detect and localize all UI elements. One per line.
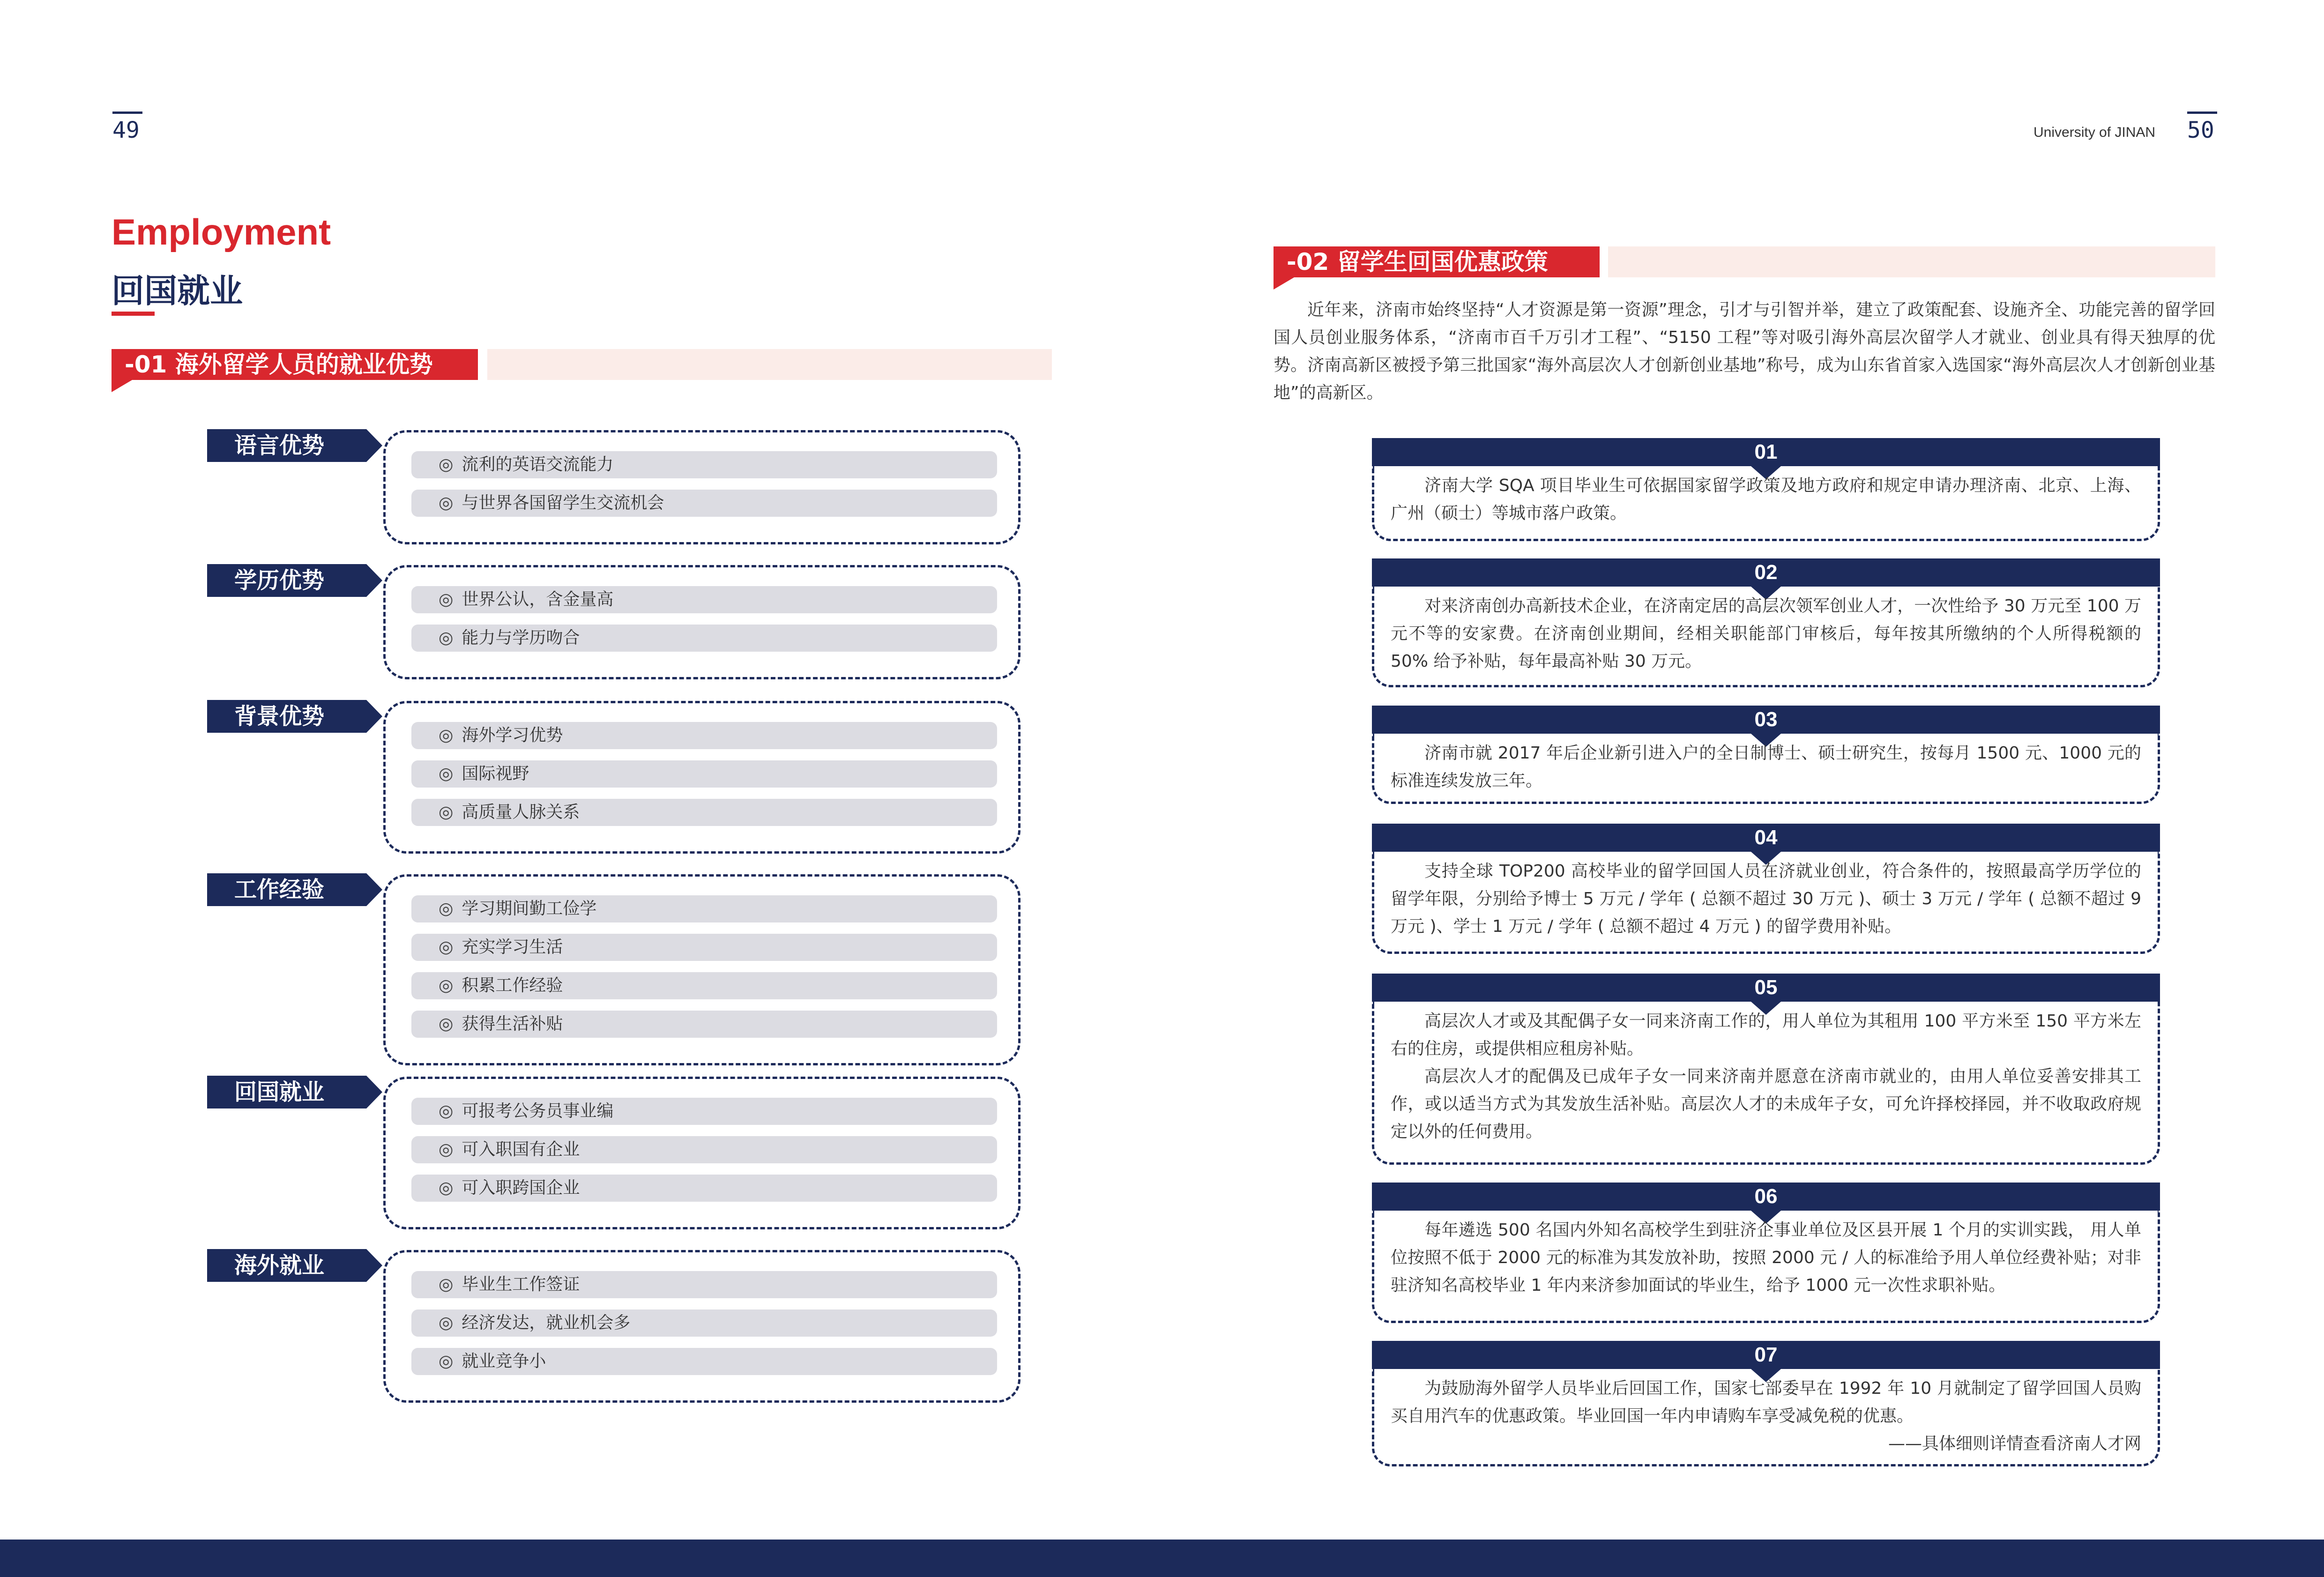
title-underline [112, 312, 155, 316]
policy-paragraph: 济南大学 SQA 项目毕业生可依据国家留学政策及地方政府和规定申请办理济南、北京、上海、广州（硕士）等城市落户政策。 [1391, 476, 2141, 523]
page-number-right-rule [2187, 112, 2217, 114]
bullet-icon: ◎ [439, 590, 454, 609]
policy-number-header: 01 [1372, 438, 2160, 466]
advantage-item [411, 586, 997, 613]
advantage-category-label: 回国就业 [207, 1076, 366, 1108]
policy-number-header: 05 [1372, 974, 2160, 1002]
advantage-item-text: 海外学习优势 [462, 726, 563, 745]
policy-paragraph: 每年遴选 500 名国内外知名高校学生到驻济企事业单位及区县开展 1 个月的实训实践， 用人单位按照不低于 2000 元的标准为其发放补助，按照 2000 元 / 人的标准给予用人单位经费补贴；对非驻济知名高校毕业 1 年内来济参加面试的毕业生，给予 1000 元一次性求职补贴。 [1391, 1220, 2141, 1295]
advantage-item [411, 760, 997, 788]
advantage-category-label: 工作经验 [207, 873, 366, 906]
bullet-icon: ◎ [439, 764, 454, 783]
advantage-item [411, 1348, 997, 1375]
bullet-icon: ◎ [439, 899, 454, 918]
advantage-item-text: 国际视野 [462, 764, 529, 783]
title-chinese: 回国就业 [112, 272, 243, 310]
advantage-category-label: 语言优势 [207, 429, 366, 462]
section1-band [487, 349, 1052, 380]
policy-paragraph: 为鼓励海外留学人员毕业后回国工作，国家七部委早在 1992 年 10 月就制定了留学回国人员购买自用汽车的优惠政策。毕业回国一年内申请购车享受减免税的优惠。 [1391, 1379, 2141, 1426]
advantage-item [411, 722, 997, 749]
advantage-item-text: 毕业生工作签证 [462, 1275, 580, 1294]
bullet-icon: ◎ [439, 1014, 454, 1034]
advantage-item-text: 可入职国有企业 [462, 1140, 580, 1159]
advantage-item-text: 获得生活补贴 [462, 1014, 563, 1034]
advantage-item [411, 934, 997, 961]
advantage-item [411, 895, 997, 922]
university-name: University of JINAN [2034, 125, 2156, 140]
advantage-item-text: 积累工作经验 [462, 976, 563, 995]
bullet-icon: ◎ [439, 726, 454, 745]
section1-title: -01 海外留学人员的就业优势 [112, 349, 478, 380]
advantage-item-text: 经济发达，就业机会多 [462, 1313, 631, 1332]
policy-number-header: 03 [1372, 706, 2160, 734]
title-english: Employment [112, 211, 331, 253]
policy-paragraph: 高层次人才或及其配偶子女一同来济南工作的，用人单位为其租用 100 平方米至 150 平方米左右的住房，或提供相应租房补贴。 [1391, 1012, 2141, 1058]
advantage-item-text: 可入职跨国企业 [462, 1178, 580, 1198]
policy-number-header: 02 [1372, 558, 2160, 587]
bullet-icon: ◎ [439, 976, 454, 995]
policy-number-header: 04 [1372, 824, 2160, 852]
policy-text [1391, 1216, 2141, 1299]
advantage-item [411, 1011, 997, 1038]
advantage-item-text: 流利的英语交流能力 [462, 455, 614, 474]
advantage-group [383, 565, 1020, 679]
policy-paragraph: 高层次人才的配偶及已成年子女一同来济南并愿意在济南市就业的，由用人单位妥善安排其工作，或以适当方式为其发放生活补贴。高层次人才的未成年子女，可允许择校择园，并不收取政府规定以外的任何费用。 [1391, 1067, 2141, 1141]
advantage-item [411, 1098, 997, 1125]
advantage-category-label: 学历优势 [207, 564, 366, 597]
bullet-icon: ◎ [439, 937, 454, 957]
advantage-item-text: 学习期间勤工俭学 [462, 899, 597, 918]
advantage-category-label: 背景优势 [207, 700, 366, 733]
policy-text [1391, 1007, 2141, 1146]
section1-band-tail [112, 380, 132, 392]
policy-number-header: 06 [1372, 1183, 2160, 1211]
bullet-icon: ◎ [439, 1352, 454, 1371]
bullet-icon: ◎ [439, 1101, 454, 1121]
advantage-item [411, 451, 997, 478]
bullet-icon: ◎ [439, 628, 454, 647]
section2-band [1608, 246, 2215, 277]
advantage-item [411, 972, 997, 999]
policy-text [1391, 739, 2141, 795]
policy-intro: 近年来，济南市始终坚持“人才资源是第一资源”理念，引才与引智并举，建立了政策配套、设施齐全、功能完善的留学回国人员创业服务体系，“济南市百千万引才工程”、“5150 工程”等对吸引海外高层次留学人才就业、创业具有得天独厚的优势。济南高新区被授予第三批国家“海外高层次人才创新创业基地”称号，成为山东省首家入选国家“海外高层次人才创新创业基地”的高新区。 [1274, 300, 2215, 402]
advantage-item [411, 490, 997, 517]
advantage-item [411, 799, 997, 826]
advantage-item-text: 世界公认，含金量高 [462, 590, 614, 609]
advantage-item-text: 就业竞争小 [462, 1352, 546, 1371]
advantage-item-text: 与世界各国留学生交流机会 [462, 493, 664, 513]
page-number-left-rule [112, 112, 142, 114]
advantage-item [411, 625, 997, 652]
bullet-icon: ◎ [439, 455, 454, 474]
advantage-category-label: 海外就业 [207, 1249, 366, 1282]
advantage-item [411, 1271, 997, 1298]
policy-text [1391, 472, 2141, 527]
page-number-right: 50 [2187, 117, 2214, 143]
page-number-left: 49 [112, 117, 140, 143]
bullet-icon: ◎ [439, 803, 454, 822]
advantage-item-text: 充实学习生活 [462, 937, 563, 957]
advantage-item [411, 1136, 997, 1163]
bullet-icon: ◎ [439, 493, 454, 513]
advantage-item-text: 能力与学历吻合 [462, 628, 580, 647]
advantage-item-text: 可报考公务员事业编 [462, 1101, 614, 1121]
policy-source-note: ——具体细则详情查看济南人才网 [1888, 1434, 2141, 1453]
policy-number-header: 07 [1372, 1341, 2160, 1369]
policy-text [1391, 1375, 2141, 1458]
bullet-icon: ◎ [439, 1178, 454, 1198]
advantage-group [383, 430, 1020, 544]
bullet-icon: ◎ [439, 1140, 454, 1159]
advantage-item [411, 1309, 997, 1337]
policy-text [1391, 857, 2141, 940]
policy-text [1391, 592, 2141, 675]
section2-band-tail [1274, 277, 1294, 290]
policy-paragraph: 支持全球 TOP200 高校毕业的留学回国人员在济就业创业，符合条件的，按照最高学历学位的留学年限，分别给予博士 5 万元 / 学年 ( 总额不超过 30 万元 )、硕士 3 万元 / 学年 ( 总额不超过 9 万元 )、学士 1 万元 / 学年 ( 总额不超过 4 万元 ) 的留学费用补贴。 [1391, 862, 2141, 936]
policy-paragraph: 对来济南创办高新技术企业，在济南定居的高层次领军创业人才，一次性给予 30 万元至 100 万元不等的安家费。在济南创业期间，经相关职能部门审核后，每年按其所缴纳的个人所得税额的 50% 给予补贴，每年最高补贴 30 万元。 [1391, 596, 2141, 671]
policy-paragraph: 济南市就 2017 年后企业新引进入户的全日制博士、硕士研究生，按每月 1500 元、1000 元的标准连续发放三年。 [1391, 744, 2141, 790]
section2-title: -02 留学生回国优惠政策 [1274, 246, 1600, 277]
advantage-item [411, 1175, 997, 1202]
footer-bar [0, 1540, 2324, 1577]
bullet-icon: ◎ [439, 1275, 454, 1294]
bullet-icon: ◎ [439, 1313, 454, 1332]
advantage-item-text: 高质量人脉关系 [462, 803, 580, 822]
